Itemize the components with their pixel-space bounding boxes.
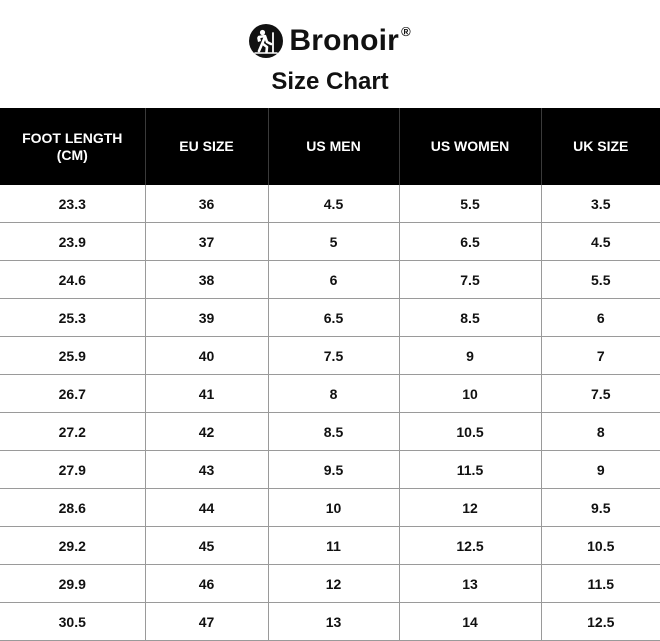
cell-us-women: 7.5: [399, 261, 541, 299]
cell-foot-length: 23.9: [0, 223, 145, 261]
cell-eu-size: 41: [145, 375, 268, 413]
brand-name: Bronoir: [289, 24, 400, 57]
table-row: [0, 261, 660, 299]
header-eu-size: EU SIZE: [145, 108, 268, 185]
cell-us-women: 9: [399, 337, 541, 375]
hiker-badge-icon: [249, 24, 283, 58]
page-title: Size Chart: [271, 68, 389, 95]
cell-foot-length: 26.7: [0, 375, 145, 413]
brand-header: [0, 22, 660, 60]
cell-us-men: 7.5: [268, 337, 399, 375]
table-row: [0, 451, 660, 489]
cell-uk-size: 9.5: [541, 489, 660, 527]
cell-eu-size: 37: [145, 223, 268, 261]
table-row: [0, 299, 660, 337]
cell-us-men: 5: [268, 223, 399, 261]
cell-foot-length: 29.9: [0, 565, 145, 603]
registered-mark: ®: [401, 24, 411, 39]
cell-uk-size: 3.5: [541, 185, 660, 223]
cell-eu-size: 44: [145, 489, 268, 527]
cell-eu-size: 39: [145, 299, 268, 337]
table-body: [0, 185, 660, 641]
cell-foot-length: 30.5: [0, 603, 145, 641]
cell-us-women: 13: [399, 565, 541, 603]
cell-foot-length: 28.6: [0, 489, 145, 527]
cell-uk-size: 10.5: [541, 527, 660, 565]
header-us-women: US WOMEN: [399, 108, 541, 185]
cell-uk-size: 12.5: [541, 603, 660, 641]
cell-uk-size: 5.5: [541, 261, 660, 299]
cell-foot-length: 25.3: [0, 299, 145, 337]
cell-us-men: 6.5: [268, 299, 399, 337]
cell-foot-length: 29.2: [0, 527, 145, 565]
table-row: [0, 413, 660, 451]
cell-eu-size: 45: [145, 527, 268, 565]
cell-eu-size: 38: [145, 261, 268, 299]
cell-us-women: 12.5: [399, 527, 541, 565]
cell-uk-size: 4.5: [541, 223, 660, 261]
cell-uk-size: 9: [541, 451, 660, 489]
cell-us-men: 8: [268, 375, 399, 413]
table-header: [0, 108, 660, 185]
table-row: [0, 489, 660, 527]
cell-us-women: 10: [399, 375, 541, 413]
table-row: [0, 223, 660, 261]
table-row: [0, 375, 660, 413]
cell-us-women: 10.5: [399, 413, 541, 451]
table-row: [0, 185, 660, 223]
cell-foot-length: 23.3: [0, 185, 145, 223]
cell-us-men: 11: [268, 527, 399, 565]
table-row: [0, 565, 660, 603]
size-table: [0, 108, 660, 641]
header-row: [0, 108, 660, 185]
cell-eu-size: 40: [145, 337, 268, 375]
cell-us-women: 14: [399, 603, 541, 641]
cell-eu-size: 36: [145, 185, 268, 223]
cell-eu-size: 46: [145, 565, 268, 603]
table-row: [0, 603, 660, 641]
cell-us-women: 12: [399, 489, 541, 527]
cell-uk-size: 6: [541, 299, 660, 337]
cell-uk-size: 7: [541, 337, 660, 375]
cell-us-men: 8.5: [268, 413, 399, 451]
cell-us-women: 5.5: [399, 185, 541, 223]
cell-us-women: 6.5: [399, 223, 541, 261]
cell-us-women: 11.5: [399, 451, 541, 489]
cell-uk-size: 7.5: [541, 375, 660, 413]
cell-uk-size: 8: [541, 413, 660, 451]
cell-foot-length: 27.9: [0, 451, 145, 489]
cell-eu-size: 42: [145, 413, 268, 451]
cell-eu-size: 43: [145, 451, 268, 489]
cell-us-men: 9.5: [268, 451, 399, 489]
cell-eu-size: 47: [145, 603, 268, 641]
cell-us-men: 13: [268, 603, 399, 641]
header-foot-length: FOOT LENGTH (CM): [0, 108, 145, 185]
cell-us-men: 10: [268, 489, 399, 527]
cell-us-men: 12: [268, 565, 399, 603]
cell-us-men: 4.5: [268, 185, 399, 223]
cell-foot-length: 25.9: [0, 337, 145, 375]
cell-foot-length: 27.2: [0, 413, 145, 451]
header-uk-size: UK SIZE: [541, 108, 660, 185]
table-row: [0, 527, 660, 565]
cell-foot-length: 24.6: [0, 261, 145, 299]
table-row: [0, 337, 660, 375]
cell-uk-size: 11.5: [541, 565, 660, 603]
header-us-men: US MEN: [268, 108, 399, 185]
cell-us-women: 8.5: [399, 299, 541, 337]
cell-us-men: 6: [268, 261, 399, 299]
